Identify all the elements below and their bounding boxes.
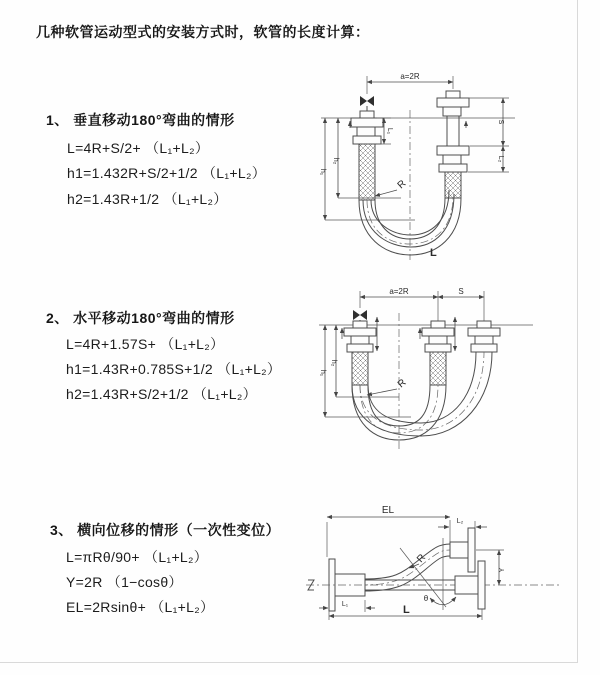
section-1-formula-h2: h2=1.43R+1/2 （L₁+L₂）	[67, 191, 228, 207]
dim-l2-label: L₂	[456, 518, 464, 525]
left-fitting	[344, 321, 376, 385]
right-fitting	[468, 321, 500, 352]
section-2-formula-h1: h1=1.43R+0.785S+1/2 （L₁+L₂）	[66, 361, 282, 377]
dim-l2	[438, 518, 487, 530]
dim-h2-label: h₂	[330, 359, 337, 367]
diagram-vertical-180-bend	[303, 68, 595, 264]
dim-h1-label: h₁	[319, 168, 326, 176]
left-fitting	[351, 111, 383, 200]
valve-icon	[360, 96, 374, 111]
page-border-bottom	[0, 662, 578, 663]
dim-el-label: EL	[381, 505, 395, 516]
radius-label: R	[395, 178, 409, 192]
section-3-formula-L: L=πRθ/90+ （L₁+L₂）	[66, 549, 209, 565]
angle-label: θ	[423, 594, 429, 603]
dim-l2	[468, 146, 509, 172]
dim-l1-label: L₁	[386, 127, 393, 135]
section-2-formula-h2: h2=1.43R+S/2+1/2 （L₁+L₂）	[66, 386, 257, 402]
section-2-formula-L: L=4R+1.57S+ （L₁+L₂）	[66, 336, 225, 352]
radius-callout	[367, 377, 408, 395]
dim-l2-label: L₂	[497, 155, 504, 163]
section-3-heading: 3、 横向位移的情形（一次性变位）	[50, 522, 281, 538]
hose-s-curve	[360, 544, 450, 591]
hose-curves	[352, 352, 492, 440]
radius-label: R	[415, 552, 429, 566]
dim-l1	[319, 600, 375, 612]
middle-fitting	[422, 321, 454, 385]
dim-h2-label: h₂	[332, 157, 339, 165]
braided-hose-section	[430, 352, 446, 385]
section-1-formula-L: L=4R+S/2+ （L₁+L₂）	[67, 140, 210, 156]
right-fitting-positions	[437, 91, 469, 198]
dim-s-label: S	[458, 287, 464, 296]
braided-hose-section	[352, 352, 368, 385]
dim-a-2r	[360, 287, 484, 327]
dim-a-2r	[367, 72, 453, 94]
dim-l	[329, 604, 482, 620]
dim-h1-label: h₁	[319, 369, 326, 377]
valve-icon	[353, 310, 367, 321]
section-3-formula-Y: Y=2R （1−cosθ）	[66, 574, 183, 590]
section-2-heading: 2、 水平移动180°弯曲的情形	[46, 310, 235, 326]
upper-flange	[450, 528, 475, 572]
radius-label: R	[395, 377, 409, 391]
diagram-horizontal-180-bend	[303, 283, 595, 455]
dim-a-2r-label: a=2R	[400, 72, 420, 81]
dim-y-label: Y	[499, 567, 506, 573]
page-title: 几种软管运动型式的安装方式时，软管的长度计算：	[36, 24, 370, 40]
angle-construction	[400, 538, 456, 610]
dim-s	[438, 287, 484, 297]
dim-s-label: S	[497, 119, 504, 125]
section-1-formula-h1: h1=1.432R+S/2+1/2 （L₁+L₂）	[67, 165, 267, 181]
dim-a-2r-label: a=2R	[389, 287, 409, 296]
section-3-formula-EL: EL=2Rsinθ+ （L₁+L₂）	[66, 599, 215, 615]
dim-l1-label: L₁	[341, 601, 349, 608]
radius-callout	[375, 178, 408, 196]
diagram-lateral-displacement	[298, 500, 598, 650]
length-label: L	[430, 247, 437, 259]
section-1-heading: 1、 垂直移动180°弯曲的情形	[46, 112, 235, 128]
braided-hose-section	[445, 172, 461, 198]
length-label: L	[403, 604, 410, 616]
dim-el	[327, 505, 450, 557]
braided-hose-section	[359, 144, 375, 200]
